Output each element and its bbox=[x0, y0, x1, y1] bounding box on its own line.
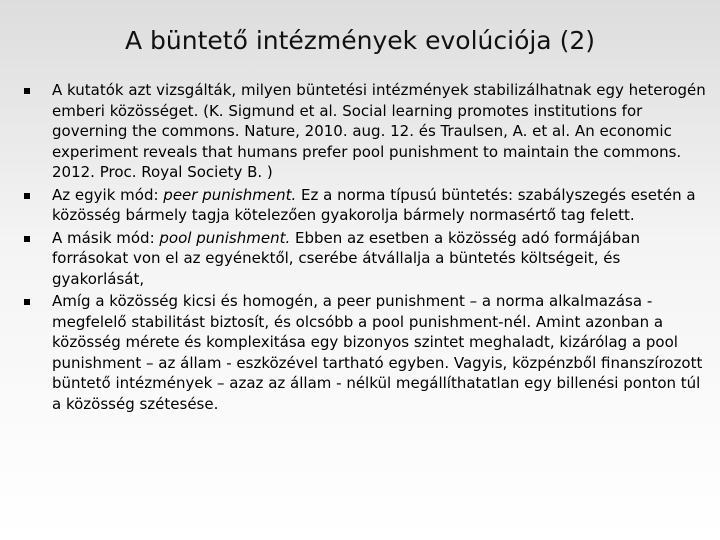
bullet-text-prefix: Az egyik mód: bbox=[52, 185, 164, 204]
square-bullet-icon bbox=[24, 299, 30, 305]
bullet-text-suffix: Ez a norma típusú büntetés: szabályszegés esetén a közösség bármely tagja kötelezően gyakorolja bármely normasértő tag felett. bbox=[52, 185, 696, 224]
square-bullet-icon bbox=[24, 88, 30, 94]
bullet-item-pool-punishment bbox=[20, 228, 706, 290]
slide-title: A büntető intézmények evolúciója (2) bbox=[125, 26, 595, 55]
bullet-text: Amíg a közösség kicsi és homogén, a peer punishment – a norma alkalmazása - megfelelő stabilitást biztosít, és olcsóbb a pool punishment-nél. Amint azonban a közösség mérete és komplexitása egy bizonyos szintet meghaladt, kizárólag a pool punishment – az állam - eszközével tartható egyben. Vagyis, közpénzből finanszírozott büntető intézmények – azaz az állam - nélkül megállíthatatlan egy billenési ponton túl a közösség szétesése. bbox=[52, 292, 703, 413]
bullet-text: A kutatók azt vizsgálták, milyen büntetési intézmények stabilizálhatnak egy heterogén emberi közösséget. (K. Sigmund et al. Social learning promotes institutions for governing the commons. Nature, 2010. aug. 12. és Traulsen, A. et al. An economic experiment reveals that humans prefer pool punishment to maintain the commons. 2012. Proc. Royal Society B. ) bbox=[52, 81, 706, 181]
square-bullet-icon bbox=[24, 236, 30, 242]
bullet-item-conclusion bbox=[20, 291, 706, 414]
bullet-emphasis: pool punishment. bbox=[159, 228, 291, 247]
bullet-item-research bbox=[20, 80, 706, 183]
bullet-text-prefix: A másik mód: bbox=[52, 228, 160, 247]
bullet-text-suffix: Ebben az esetben a közösség adó formájában forrásokat von el az egyénektől, cserébe átvállalja a büntetés költségeit, és gyakorlását, bbox=[52, 228, 640, 288]
square-bullet-icon bbox=[24, 193, 30, 199]
bullet-list bbox=[20, 80, 706, 416]
bullet-item-peer-punishment bbox=[20, 185, 706, 226]
bullet-emphasis: peer punishment. bbox=[163, 185, 297, 204]
